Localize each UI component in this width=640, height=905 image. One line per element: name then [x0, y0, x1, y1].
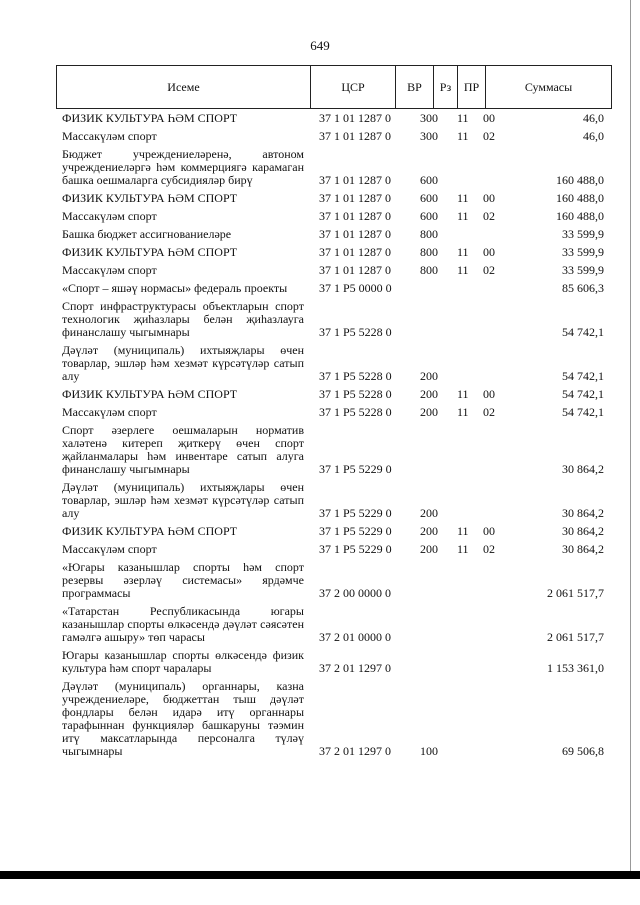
row-name: Массакүләм спорт: [62, 209, 157, 223]
scan-edge: [630, 0, 640, 875]
row-name: Дәүләт (муниципаль) органнары, казна учреждениеләре, бюджеттан тыш дәүләт фондлары белән идарә итү органнары тарафыннан функцияләр башкаруны тәэмин итү максатларында персоналга түләү чыгымнары: [62, 679, 304, 758]
row-rz: 11: [457, 111, 469, 125]
table-row: [0, 298, 640, 342]
row-pr: 02: [483, 209, 495, 223]
row-sum: 54 742,1: [562, 369, 604, 383]
budget-table-body: [0, 110, 640, 761]
row-name: Спорт инфраструктурасы объектларын спорт технологик җиһазлары белән җиһазлауга финанслашу чыгымнары: [62, 299, 304, 339]
row-vr: 200: [420, 542, 438, 556]
row-vr: 800: [420, 245, 438, 259]
row-pr: 00: [483, 387, 495, 401]
row-sum: 160 488,0: [556, 191, 604, 205]
table-row: [0, 244, 640, 262]
table-row: [0, 404, 640, 422]
row-name: Югары казанышлар спорты өлкәсендә физик культура һәм спорт чаралары: [62, 648, 304, 675]
header-vr: ВР: [396, 66, 434, 108]
table-row: [0, 146, 640, 190]
row-pr: 00: [483, 245, 495, 259]
row-pr: 00: [483, 111, 495, 125]
row-rz: 11: [457, 405, 469, 419]
row-csr: 37 1 P5 5229 0: [319, 542, 392, 556]
row-pr: 02: [483, 405, 495, 419]
row-rz: 11: [457, 245, 469, 259]
row-csr: 37 1 01 1287 0: [319, 111, 391, 125]
row-vr: 300: [420, 129, 438, 143]
row-vr: 200: [420, 524, 438, 538]
row-name: Массакүләм спорт: [62, 405, 157, 419]
row-csr: 37 1 01 1287 0: [319, 173, 391, 187]
row-name: Дәүләт (муниципаль) ихтыяҗлары өчен товарлар, эшләр һәм хезмәт күрсәтүләр сатып алу: [62, 343, 304, 383]
table-row: [0, 523, 640, 541]
row-name: Дәүләт (муниципаль) ихтыяҗлары өчен товарлар, эшләр һәм хезмәт күрсәтүләр сатып алу: [62, 480, 304, 520]
row-name: ФИЗИК КУЛЬТУРА ҺӘМ СПОРТ: [62, 245, 238, 259]
row-csr: 37 1 P5 5228 0: [319, 369, 392, 383]
row-vr: 800: [420, 263, 438, 277]
table-row: [0, 647, 640, 678]
table-row: [0, 208, 640, 226]
row-vr: 600: [420, 191, 438, 205]
row-vr: 200: [420, 387, 438, 401]
row-sum: 85 606,3: [562, 281, 604, 295]
row-sum: 30 864,2: [562, 542, 604, 556]
table-row: [0, 422, 640, 479]
page-number: 649: [310, 38, 330, 53]
table-row: [0, 190, 640, 208]
row-name: ФИЗИК КУЛЬТУРА ҺӘМ СПОРТ: [62, 111, 238, 125]
row-pr: 00: [483, 191, 495, 205]
row-sum: 33 599,9: [562, 227, 604, 241]
row-name: ФИЗИК КУЛЬТУРА ҺӘМ СПОРТ: [62, 524, 238, 538]
row-name: Бюджет учреждениеләренә, автоном учреждениеләргә һәм коммерциягә карамаган башка оешмаларга субсидияләр бирү: [62, 147, 304, 187]
table-row: [0, 678, 640, 761]
row-rz: 11: [457, 191, 469, 205]
row-name: «Спорт – яшәү нормасы» федераль проекты: [62, 281, 288, 295]
header-csr: ЦСР: [311, 66, 396, 108]
row-csr: 37 1 P5 5228 0: [319, 405, 392, 419]
row-csr: 37 1 P5 0000 0: [319, 281, 392, 295]
row-vr: 200: [420, 405, 438, 419]
row-vr: 100: [420, 744, 438, 758]
row-name: Массакүләм спорт: [62, 542, 157, 556]
row-sum: 69 506,8: [562, 744, 604, 758]
row-sum: 46,0: [583, 111, 604, 125]
row-vr: 600: [420, 173, 438, 187]
row-vr: 300: [420, 111, 438, 125]
row-sum: 46,0: [583, 129, 604, 143]
row-rz: 11: [457, 209, 469, 223]
row-vr: 800: [420, 227, 438, 241]
row-sum: 1 153 361,0: [547, 661, 604, 675]
row-name: Массакүләм спорт: [62, 129, 157, 143]
row-pr: 00: [483, 524, 495, 538]
table-header: [56, 65, 612, 109]
row-rz: 11: [457, 129, 469, 143]
table-row: [0, 226, 640, 244]
table-row: [0, 280, 640, 298]
table-row: [0, 541, 640, 559]
row-csr: 37 1 01 1287 0: [319, 245, 391, 259]
row-vr: 600: [420, 209, 438, 223]
row-sum: 33 599,9: [562, 263, 604, 277]
row-name: Массакүләм спорт: [62, 263, 157, 277]
row-csr: 37 1 P5 5229 0: [319, 524, 392, 538]
table-row: [0, 110, 640, 128]
header-rz: Рз: [434, 66, 458, 108]
table-row: [0, 386, 640, 404]
row-rz: 11: [457, 524, 469, 538]
row-sum: 54 742,1: [562, 325, 604, 339]
row-sum: 33 599,9: [562, 245, 604, 259]
row-vr: 200: [420, 369, 438, 383]
row-csr: 37 1 01 1287 0: [319, 263, 391, 277]
row-csr: 37 2 01 1297 0: [319, 744, 391, 758]
row-csr: 37 1 P5 5229 0: [319, 462, 392, 476]
row-pr: 02: [483, 129, 495, 143]
row-csr: 37 2 01 1297 0: [319, 661, 391, 675]
row-sum: 30 864,2: [562, 506, 604, 520]
row-name: «Татарстан Республикасында югары казанышлар спорты өлкәсендә дәүләт сәясәтен гамәлгә ашыру» төп чарасы: [62, 604, 304, 644]
row-rz: 11: [457, 542, 469, 556]
table-row: [0, 603, 640, 647]
row-pr: 02: [483, 542, 495, 556]
row-csr: 37 1 P5 5228 0: [319, 325, 392, 339]
row-csr: 37 1 P5 5229 0: [319, 506, 392, 520]
row-name: ФИЗИК КУЛЬТУРА ҺӘМ СПОРТ: [62, 387, 238, 401]
row-name: Спорт әзерлеге оешмаларын норматив халәтенә китереп җиткерү өчен спорт җайланмалары һәм инвентаре сатып алуга финанслашу чыгымнары: [62, 423, 304, 476]
header-sum: Суммасы: [524, 80, 573, 94]
row-csr: 37 1 01 1287 0: [319, 129, 391, 143]
header-name: Исеме: [57, 66, 311, 108]
row-name: Башка бюджет ассигнованиеләре: [62, 227, 232, 241]
row-name: ФИЗИК КУЛЬТУРА ҺӘМ СПОРТ: [62, 191, 238, 205]
row-sum: 30 864,2: [562, 524, 604, 538]
table-row: [0, 262, 640, 280]
row-sum: 2 061 517,7: [547, 586, 604, 600]
scan-bottom-border: [0, 871, 640, 879]
row-csr: 37 1 P5 5228 0: [319, 387, 392, 401]
row-vr: 200: [420, 506, 438, 520]
row-rz: 11: [457, 387, 469, 401]
row-sum: 30 864,2: [562, 462, 604, 476]
row-csr: 37 2 00 0000 0: [319, 586, 391, 600]
row-sum: 54 742,1: [562, 405, 604, 419]
table-row: [0, 479, 640, 523]
row-sum: 54 742,1: [562, 387, 604, 401]
row-csr: 37 2 01 0000 0: [319, 630, 391, 644]
row-sum: 160 488,0: [556, 173, 604, 187]
row-sum: 2 061 517,7: [547, 630, 604, 644]
table-row: [0, 342, 640, 386]
row-csr: 37 1 01 1287 0: [319, 227, 391, 241]
row-csr: 37 1 01 1287 0: [319, 191, 391, 205]
row-sum: 160 488,0: [556, 209, 604, 223]
header-pr: ПР: [458, 66, 486, 108]
table-row: [0, 128, 640, 146]
table-row: [0, 559, 640, 603]
row-pr: 02: [483, 263, 495, 277]
row-rz: 11: [457, 263, 469, 277]
row-name: «Югары казанышлар спорты һәм спорт резервы әзерләү системасы» ярдәмче программасы: [62, 560, 304, 600]
row-csr: 37 1 01 1287 0: [319, 209, 391, 223]
